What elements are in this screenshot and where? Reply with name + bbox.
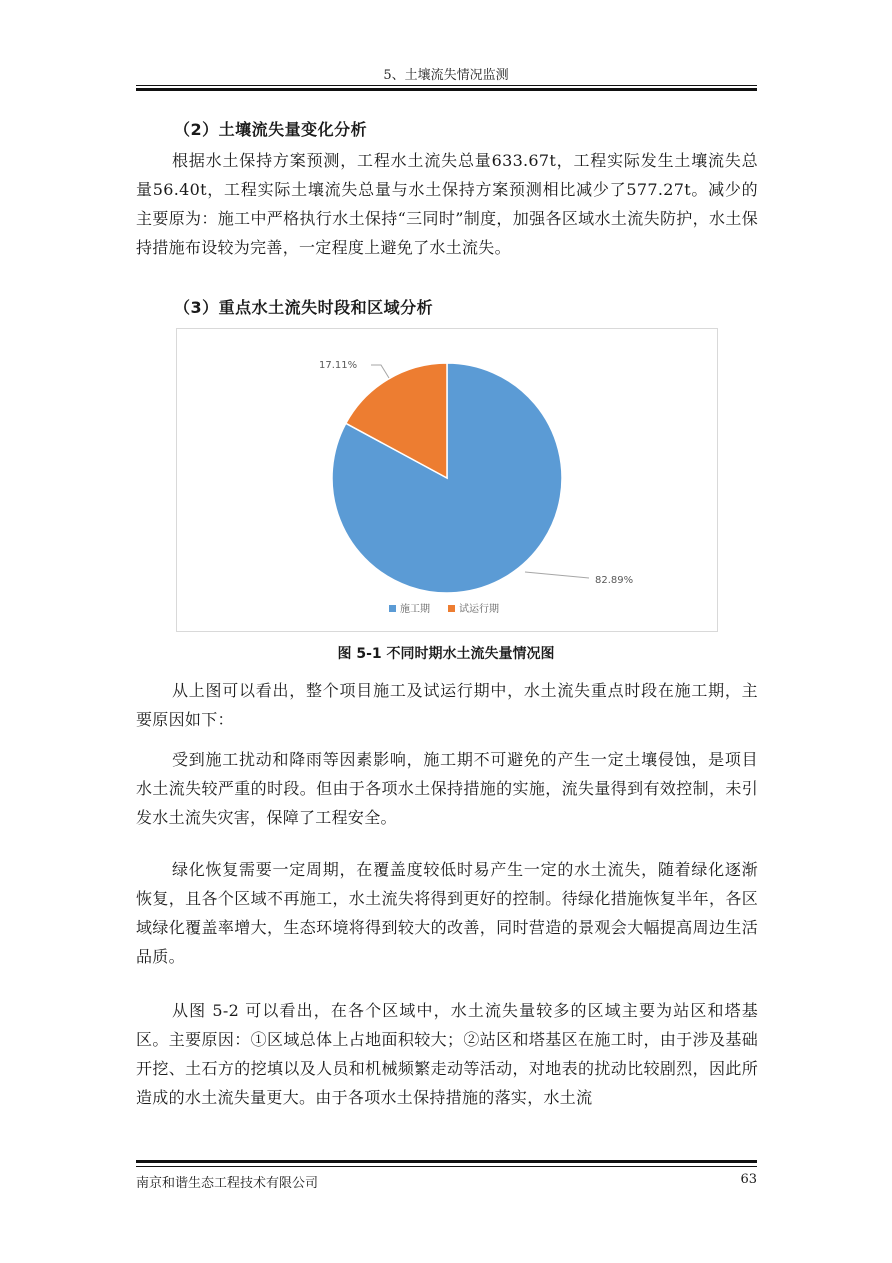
legend-swatch-construction	[389, 605, 396, 612]
legend-swatch-trial-operation	[448, 605, 455, 612]
footer-rule-thick	[136, 1160, 757, 1163]
legend	[389, 602, 499, 615]
leader-line-construction	[525, 572, 589, 578]
figure-caption: 图 5-1 不同时期水土流失量情况图	[337, 646, 555, 662]
header-rule-thick	[136, 88, 757, 91]
data-label-trial-operation: 17.11%	[319, 360, 358, 371]
footer-company: 南京和谐生态工程技术有限公司	[136, 1176, 319, 1191]
section-2-paragraph: 根据水土保持方案预测，工程水土流失总量633.67t，工程实际发生土壤流失总量56.40t，工程实际土壤流失总量与水土保持方案预测相比减少了577.27t。减少的主要原为：施工中严格执行水土保持“三同时”制度，加强各区域水土流失防护，水土保持措施布设较为完善，一定程度上避免了水土流失。	[136, 151, 758, 257]
paragraph-4: 从图 5-2 可以看出，在各个区域中，水土流失量较多的区域主要为站区和塔基区。主要原因：①区域总体上占地面积较大；②站区和塔基区在施工时，由于涉及基础开挖、土石方的挖填以及人员和机械频繁走动等活动，对地表的扰动比较剧烈，因此所造成的水土流失量更大。由于各项水土保持措施的落实，水土流	[136, 1001, 758, 1107]
leader-line-trial-operation	[371, 365, 389, 378]
section-3-heading: （3）重点水土流失时段和区域分析	[174, 298, 434, 317]
header-rule-thin	[136, 85, 757, 86]
footer-rule-thin	[136, 1166, 757, 1167]
pie-chart	[177, 329, 717, 631]
pie-slices	[332, 363, 562, 593]
section-2-heading: （2）土壤流失量变化分析	[174, 120, 368, 139]
data-label-construction: 82.89%	[595, 575, 634, 586]
pie-chart-frame	[176, 328, 718, 632]
legend-label-construction: 施工期	[400, 604, 430, 615]
legend-label-trial-operation: 试运行期	[459, 604, 499, 615]
page-header-title: 5、土壤流失情况监测	[383, 68, 509, 83]
paragraph-3: 绿化恢复需要一定周期，在覆盖度较低时易产生一定的水土流失，随着绿化逐渐恢复，且各个区域不再施工，水土流失将得到更好的控制。待绿化措施恢复半年，各区域绿化覆盖率增大，生态环境将得到较大的改善，同时营造的景观会大幅提高周边生活品质。	[136, 860, 758, 966]
page-number: 63	[740, 1172, 757, 1187]
paragraph-2: 受到施工扰动和降雨等因素影响，施工期不可避免的产生一定土壤侵蚀，是项目水土流失较严重的时段。但由于各项水土保持措施的实施，流失量得到有效控制，未引发水土流失灾害，保障了工程安全。	[136, 750, 758, 827]
paragraph-1: 从上图可以看出，整个项目施工及试运行期中，水土流失重点时段在施工期，主要原因如下：	[136, 681, 758, 729]
